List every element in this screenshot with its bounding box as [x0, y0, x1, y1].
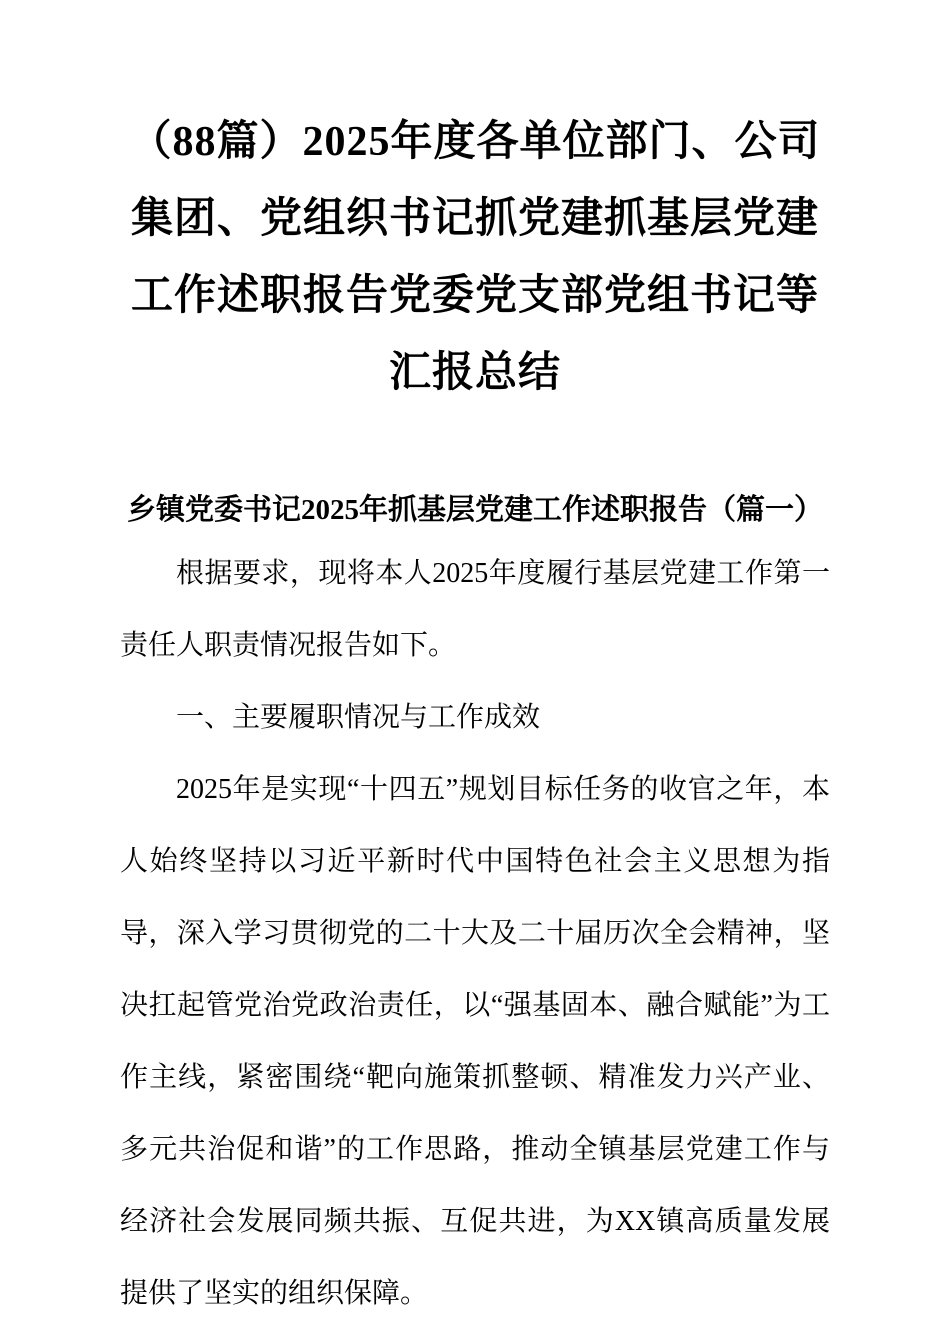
document-body: [120, 538, 830, 1330]
paragraph-intro: 根据要求，现将本人2025年度履行基层党建工作第一责任人职责情况报告如下。: [120, 558, 830, 661]
document-subtitle: 乡镇党委书记2025年抓基层党建工作述职报告（篇一）: [126, 494, 823, 526]
section-heading-1: 一、主要履职情况与工作成效: [176, 702, 541, 733]
document-title: （88篇）2025年度各单位部门、公司集团、党组织书记抓党建抓基层党建工作述职报告党委党支部党组书记等汇报总结: [129, 119, 821, 396]
paragraph-section-1-body: 2025年是实现“十四五”规划目标任务的收官之年，本人始终坚持以习近平新时代中国特色社会主义思想为指导，深入学习贯彻党的二十大及二十届历次全会精神，坚决扛起管党治党政治责任，以“强基固本、融合赋能”为工作主线，紧密围绕“靶向施策抓整顿、精准发力兴产业、多元共治促和谐”的工作思路，推动全镇基层党建工作与经济社会发展同频共振、互促共进，为XX镇高质量发展提供了坚实的组织保障。: [120, 774, 830, 1309]
